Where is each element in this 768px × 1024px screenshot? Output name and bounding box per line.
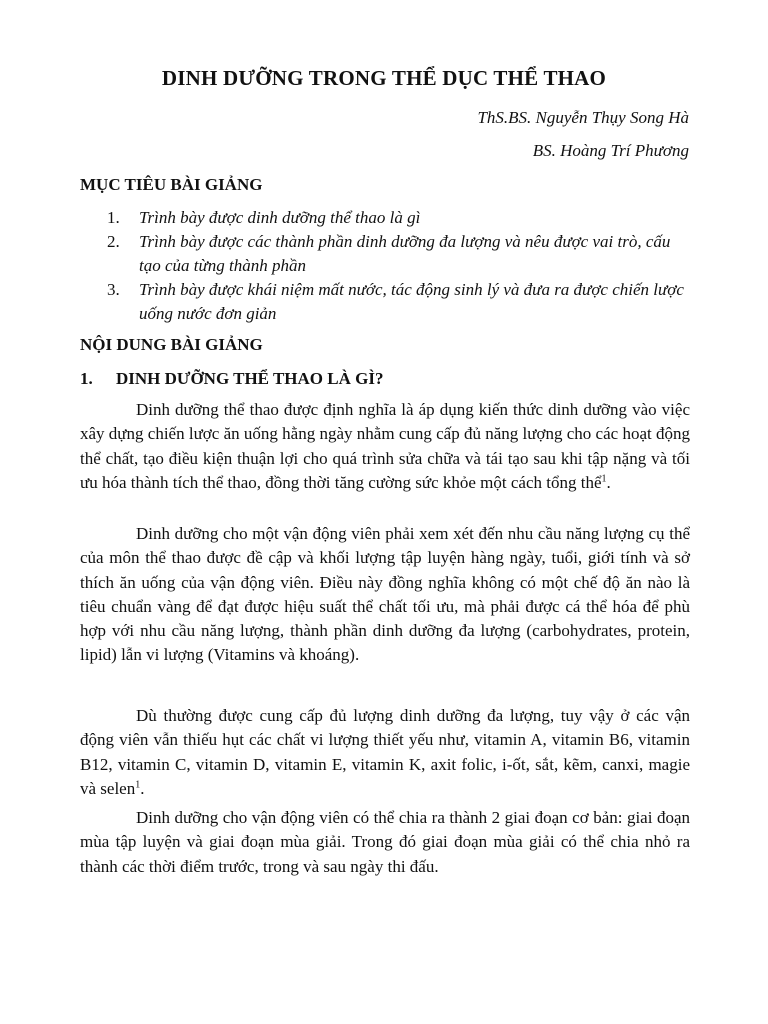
objective-number: 1.: [107, 208, 120, 227]
section-title: DINH DƯỠNG THỂ THAO LÀ GÌ?: [116, 369, 384, 388]
footnote-ref: 1: [601, 473, 607, 485]
objectives-list: [80, 206, 692, 326]
body-paragraph: [80, 398, 690, 495]
body-paragraph: [80, 522, 690, 668]
objective-number: 3.: [107, 280, 120, 299]
paragraph-tail: .: [606, 472, 611, 492]
paragraph-text: Dinh dưỡng cho một vận động viên phải xem xét đến nhu cầu năng lượng cụ thể của môn thể thao được đề cập và khối lượng tập luyện hàng ngày, tuổi, giới tính và sở thích ăn uống của vận động viên. Điều này đồng nghĩa không có một chế độ ăn nào là tiêu chuẩn vàng để đạt được hiệu suất thể chất tối ưu, mà phải được cá thể hóa để phù hợp với nhu cầu năng lượng, thành phần dinh dưỡng đa lượng (carbohydrates, protein, lipid) lẫn vi lượng (Vitamins và khoáng).: [80, 524, 690, 665]
paragraph-text: Dù thường được cung cấp đủ lượng dinh dưỡng đa lượng, tuy vậy ở các vận động viên vẫn thiếu hụt các chất vi lượng thiết yếu như, vitamin A, vitamin B6, vitamin B12, vitamin C, vitamin D, vitamin E, vitamin K, axit folic, i-ốt, sắt, kẽm, canxi, magie và selen: [80, 706, 690, 798]
document-title: DINH DƯỠNG TRONG THỂ DỤC THỂ THAO: [161, 66, 607, 90]
paragraph-tail: .: [140, 778, 145, 798]
author-name: ThS.BS. Nguyễn Thụy Song Hà: [477, 108, 689, 127]
objectives-heading: MỤC TIÊU BÀI GIẢNG: [80, 175, 263, 194]
section-number: 1.: [80, 369, 93, 388]
objective-text: Trình bày được khái niệm mất nước, tác động sinh lý và đưa ra được chiến lược uống nước đơn giản: [139, 280, 684, 323]
objective-item: [80, 230, 692, 278]
content-heading: NỘI DUNG BÀI GIẢNG: [80, 335, 263, 354]
objective-text: Trình bày được các thành phần dinh dưỡng đa lượng và nêu được vai trò, cấu tạo của từng thành phần: [139, 232, 671, 275]
paragraph-text: Dinh dưỡng thể thao được định nghĩa là áp dụng kiến thức dinh dưỡng vào việc xây dựng chiến lược ăn uống hằng ngày nhằm cung cấp đủ năng lượng cho các hoạt động thể chất, tạo điều kiện thuận lợi cho quá trình sửa chữa và tái tạo sau khi tập nặng và tối ưu hóa thành tích thể thao, đồng thời tăng cường sức khỏe một cách tổng thể: [80, 400, 690, 492]
objective-item: [80, 206, 692, 230]
author-name: BS. Hoàng Trí Phương: [532, 141, 689, 160]
objective-number: 2.: [107, 232, 120, 251]
objective-item: [80, 278, 692, 326]
body-paragraph: [80, 704, 690, 801]
body-paragraph: [80, 806, 690, 879]
footnote-ref: 1: [135, 779, 141, 791]
objective-text: Trình bày được dinh dưỡng thể thao là gì: [139, 208, 421, 227]
section-heading: [80, 369, 383, 389]
paragraph-text: Dinh dưỡng cho vận động viên có thể chia ra thành 2 giai đoạn cơ bản: giai đoạn mùa tập luyện và giai đoạn mùa giải. Trong đó giai đoạn mùa giải có thể chia nhỏ ra thành các thời điểm trước, trong và sau ngày thi đấu.: [80, 808, 690, 876]
